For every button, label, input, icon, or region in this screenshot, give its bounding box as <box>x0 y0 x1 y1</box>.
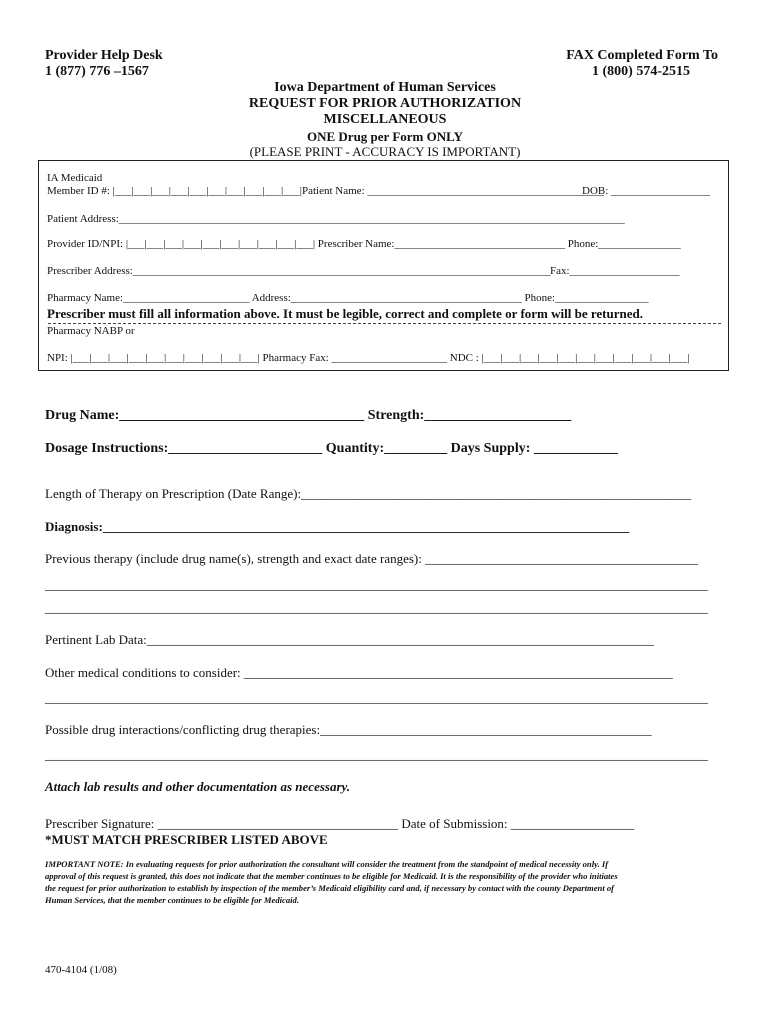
important-note-line: the request for prior authorization to establish by inspection of the member’s Medicaid eligibility card and, if necessary by contact with the county Department of <box>45 883 615 893</box>
attach-note: Attach lab results and other documentation as necessary. <box>45 779 351 794</box>
other-conditions-field[interactable]: Other medical conditions to consider: __________________________________________________________________ <box>45 665 673 680</box>
npi-fax-ndc-field[interactable]: NPI: |___|___|___|___|___|___|___|___|___|___| Pharmacy Fax: _____________________ NDC : |___|___|___|___|___|___|___|___|___|___|___| <box>47 352 690 364</box>
ia-medicaid-label: IA Medicaid <box>47 172 103 184</box>
drug-interactions-field[interactable]: Possible drug interactions/conflicting drug therapies:___________________________________________________ <box>45 722 652 737</box>
helpdesk-phone: 1 (877) 776 –1567 <box>45 64 149 79</box>
dosage-field[interactable]: Dosage Instructions:______________________ Quantity:_________ Days Supply: ____________ <box>45 441 618 456</box>
must-match-note: *MUST MATCH PRESCRIBER LISTED ABOVE <box>45 832 328 847</box>
patient-name-field[interactable]: Patient Name: ___________________________________________ <box>302 185 604 197</box>
form-subtitle: MISCELLANEOUS <box>323 112 447 127</box>
pharmacy-nabp-label: Pharmacy NABP or <box>47 325 135 337</box>
member-id-field[interactable]: Member ID #: |___|___|___|___|___|___|___|___|___|___| <box>47 185 302 197</box>
dashed-divider <box>48 323 721 324</box>
important-note-line: approval of this request is granted, this does not indicate that the member continues to be eligible for Medicaid. It is the responsibility of the provider who initiates <box>45 871 618 881</box>
previous-therapy-line[interactable]: ______________________________________________________________________________________________________ <box>45 577 708 592</box>
diagnosis-field[interactable]: Diagnosis:_________________________________________________________________________________ <box>45 519 630 534</box>
lab-data-field[interactable]: Pertinent Lab Data:______________________________________________________________________________ <box>45 632 654 647</box>
fax-phone: 1 (800) 574-2515 <box>592 64 690 79</box>
helpdesk-title: Provider Help Desk <box>45 48 163 63</box>
department-name: Iowa Department of Human Services <box>274 80 496 95</box>
drug-name-field[interactable]: Drug Name:___________________________________ Strength:_____________________ <box>45 408 572 423</box>
form-number: 470-4104 (1/08) <box>45 964 117 976</box>
prescriber-warning: Prescriber must fill all information above. It must be legible, correct and complete or form will be returned. <box>47 306 643 321</box>
previous-therapy-line[interactable]: ______________________________________________________________________________________________________ <box>45 600 708 615</box>
form-title: REQUEST FOR PRIOR AUTHORIZATION <box>248 96 522 111</box>
signature-field[interactable]: Prescriber Signature: _____________________________________ Date of Submission: ___________________ <box>45 816 635 831</box>
important-note <box>45 858 618 906</box>
pharmacy-name-field[interactable]: Pharmacy Name:_______________________ Address:__________________________________________ Phone:_________________ <box>47 292 649 304</box>
important-note-line: Human Services, that the member continues to be eligible for Medicaid. <box>45 895 299 905</box>
dob-field[interactable]: DOB: __________________ <box>582 185 711 197</box>
one-drug-note: ONE Drug per Form ONLY <box>307 129 463 144</box>
fax-title: FAX Completed Form To <box>566 48 718 63</box>
other-conditions-line[interactable]: ______________________________________________________________________________________________________ <box>45 690 708 705</box>
prescriber-fax-field[interactable]: Fax:____________________ <box>550 265 680 277</box>
print-note: (PLEASE PRINT - ACCURACY IS IMPORTANT) <box>249 144 521 159</box>
prescriber-address-field[interactable]: Prescriber Address:____________________________________________________________________________ <box>47 265 551 277</box>
important-note-line: IMPORTANT NOTE: In evaluating requests for prior authorization the consultant will consider the treatment from the standpoint of medical necessity only. If <box>45 859 609 869</box>
therapy-length-field[interactable]: Length of Therapy on Prescription (Date Range):____________________________________________________________ <box>45 486 692 501</box>
provider-id-field[interactable]: Provider ID/NPI: |___|___|___|___|___|___|___|___|___|___| Prescriber Name:_______________________________ Phone:_______________ <box>47 238 681 250</box>
previous-therapy-field[interactable]: Previous therapy (include drug name(s), strength and exact date ranges): __________________________________________ <box>45 551 699 566</box>
patient-address-field[interactable]: Patient Address:____________________________________________________________________________________________ <box>47 213 625 225</box>
drug-interactions-line[interactable]: ______________________________________________________________________________________________________ <box>45 747 708 762</box>
